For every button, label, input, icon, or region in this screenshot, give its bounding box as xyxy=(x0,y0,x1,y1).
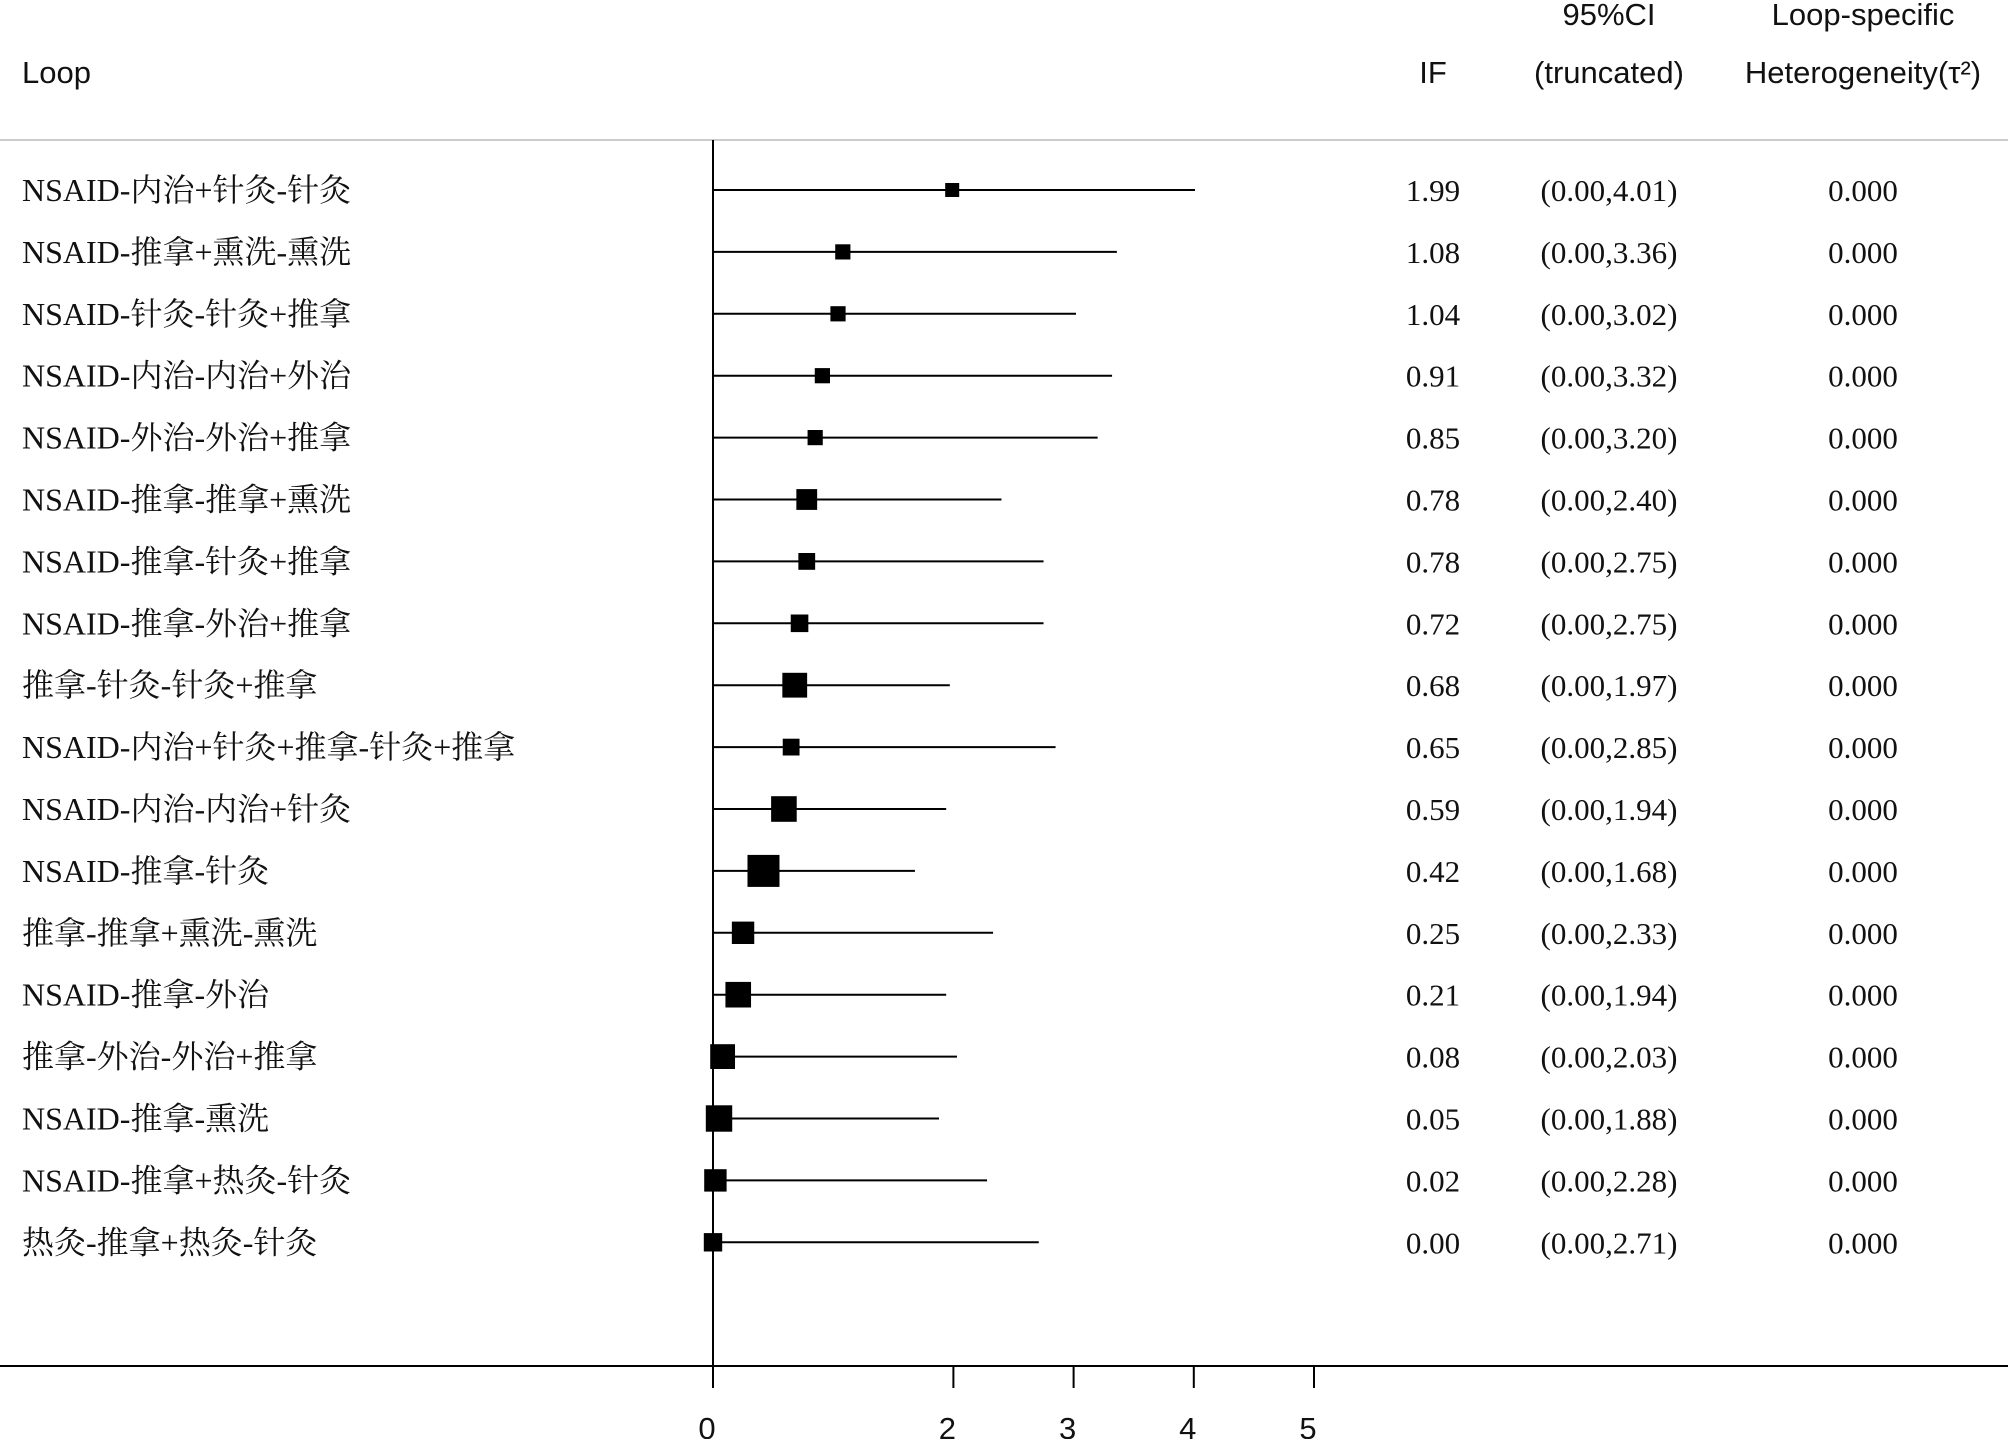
point-estimate-box xyxy=(796,489,817,510)
row-loop-label: 推拿-推拿+熏洗-熏洗 xyxy=(22,914,318,951)
row-loop-label: 热灸-推拿+热灸-针灸 xyxy=(22,1224,318,1261)
row-tau2-value: 0.000 xyxy=(1828,606,1898,642)
row-tau2-value: 0.000 xyxy=(1828,792,1898,827)
row-ci-value: (0.00,2.40) xyxy=(1540,482,1678,518)
row-loop-label: NSAID-推拿+熏洗-熏洗 xyxy=(22,233,352,270)
row-tau2-value: 0.000 xyxy=(1828,296,1898,332)
row-loop-label: NSAID-内治-内治+外治 xyxy=(22,357,352,394)
point-estimate-box xyxy=(815,368,830,383)
point-estimate-box xyxy=(830,306,845,321)
row-ci-value: (0.00,2.75) xyxy=(1540,606,1678,642)
forest-row xyxy=(22,420,1898,456)
forest-row xyxy=(22,605,1898,641)
row-if-value: 0.02 xyxy=(1405,1163,1461,1199)
row-ci-value: (0.00,1.94) xyxy=(1540,792,1678,827)
point-estimate-box xyxy=(732,922,754,944)
header-ci-line1: 95%CI xyxy=(1562,0,1656,32)
row-if-value: 0.72 xyxy=(1405,606,1461,642)
row-ci-value: (0.00,1.97) xyxy=(1540,668,1678,704)
row-if-value: 0.68 xyxy=(1405,668,1461,704)
row-ci-value: (0.00,2.03) xyxy=(1540,1039,1678,1075)
row-if-value: 0.00 xyxy=(1405,1225,1461,1261)
forest-row xyxy=(22,853,1898,889)
row-tau2-value: 0.000 xyxy=(1828,482,1898,518)
row-loop-label: NSAID-推拿-针灸+推拿 xyxy=(22,543,352,580)
row-loop-label: NSAID-外治-外治+推拿 xyxy=(22,419,352,456)
row-loop-label: NSAID-推拿-熏洗 xyxy=(22,1100,270,1137)
point-estimate-box xyxy=(782,673,807,698)
row-tau2-value: 0.000 xyxy=(1828,1039,1898,1075)
row-if-value: 0.78 xyxy=(1405,544,1461,580)
row-ci-value: (0.00,4.01) xyxy=(1540,173,1678,208)
row-tau2-value: 0.000 xyxy=(1828,234,1898,270)
rows-layer xyxy=(22,140,1898,1366)
row-if-value: 0.05 xyxy=(1405,1101,1461,1137)
forest-row xyxy=(22,729,1898,765)
row-loop-label: NSAID-推拿-外治 xyxy=(22,976,270,1013)
point-estimate-box xyxy=(783,739,800,756)
row-tau2-value: 0.000 xyxy=(1828,1225,1898,1261)
row-ci-value: (0.00,3.02) xyxy=(1540,296,1678,332)
row-loop-label: NSAID-推拿+热灸-针灸 xyxy=(22,1162,352,1199)
x-tick-label: 3 xyxy=(1058,1411,1077,1439)
row-if-value: 0.85 xyxy=(1405,420,1461,456)
row-ci-value: (0.00,2.85) xyxy=(1540,730,1678,766)
point-estimate-box xyxy=(771,796,797,822)
row-if-value: 0.78 xyxy=(1405,482,1461,518)
forest-row xyxy=(22,234,1898,270)
row-loop-label: NSAID-推拿-外治+推拿 xyxy=(22,605,352,642)
row-if-value: 1.99 xyxy=(1405,173,1461,208)
row-ci-value: (0.00,2.75) xyxy=(1540,544,1678,580)
header-loop: Loop xyxy=(22,55,91,90)
point-estimate-box xyxy=(725,982,751,1008)
forest-row xyxy=(22,296,1898,332)
forest-row xyxy=(22,977,1898,1013)
row-ci-value: (0.00,2.33) xyxy=(1540,915,1678,951)
row-loop-label: NSAID-针灸-针灸+推拿 xyxy=(22,295,352,332)
row-tau2-value: 0.000 xyxy=(1828,668,1898,704)
row-loop-label: NSAID-内治+针灸+推拿-针灸+推拿 xyxy=(22,729,516,766)
row-if-value: 0.21 xyxy=(1405,977,1461,1013)
row-tau2-value: 0.000 xyxy=(1828,544,1898,580)
forest-row xyxy=(22,543,1898,579)
row-tau2-value: 0.000 xyxy=(1828,1163,1898,1199)
row-if-value: 0.91 xyxy=(1405,358,1461,394)
row-tau2-value: 0.000 xyxy=(1828,420,1898,456)
x-tick-label: 4 xyxy=(1179,1411,1197,1439)
header-ci-line2: (truncated) xyxy=(1534,55,1684,90)
row-if-value: 1.08 xyxy=(1405,234,1461,270)
row-ci-value: (0.00,2.71) xyxy=(1540,1225,1678,1261)
row-tau2-value: 0.000 xyxy=(1828,853,1898,889)
row-if-value: 0.42 xyxy=(1405,853,1461,889)
row-if-value: 0.25 xyxy=(1405,915,1461,951)
header-het-line1: Loop-specific xyxy=(1771,0,1955,32)
header-if: IF xyxy=(1419,55,1447,90)
row-ci-value: (0.00,3.36) xyxy=(1540,234,1678,270)
row-ci-value: (0.00,3.20) xyxy=(1540,420,1678,456)
forest-row xyxy=(22,1101,1898,1137)
forest-row xyxy=(22,915,1898,951)
row-tau2-value: 0.000 xyxy=(1828,977,1898,1013)
point-estimate-box xyxy=(791,615,809,633)
point-estimate-box xyxy=(798,553,815,570)
x-tick-label: 5 xyxy=(1299,1411,1317,1439)
forest-row xyxy=(22,1039,1898,1075)
row-tau2-value: 0.000 xyxy=(1828,730,1898,766)
row-ci-value: (0.00,2.28) xyxy=(1540,1163,1678,1199)
forest-row xyxy=(22,791,1898,827)
forest-row xyxy=(22,482,1898,518)
row-ci-value: (0.00,1.68) xyxy=(1540,853,1678,889)
row-loop-label: NSAID-内治+针灸-针灸 xyxy=(22,172,352,208)
point-estimate-box xyxy=(747,855,779,887)
row-if-value: 1.04 xyxy=(1405,296,1461,332)
row-if-value: 0.65 xyxy=(1405,730,1461,766)
forest-row xyxy=(22,358,1898,394)
row-ci-value: (0.00,1.94) xyxy=(1540,977,1678,1013)
point-estimate-box xyxy=(835,244,850,259)
forest-row xyxy=(22,667,1898,703)
header-het-line2: Heterogeneity(τ²) xyxy=(1744,55,1982,90)
row-tau2-value: 0.000 xyxy=(1828,358,1898,394)
point-estimate-box xyxy=(706,1105,732,1131)
x-axis xyxy=(0,1366,2008,1439)
point-estimate-box xyxy=(945,183,959,197)
row-loop-label: 推拿-针灸-针灸+推拿 xyxy=(22,667,318,704)
row-loop-label: NSAID-推拿-推拿+熏洗 xyxy=(22,481,352,518)
point-estimate-box xyxy=(808,430,823,445)
row-loop-label: NSAID-推拿-针灸 xyxy=(22,852,270,889)
row-ci-value: (0.00,1.88) xyxy=(1540,1101,1678,1137)
forest-row xyxy=(22,172,1898,208)
row-if-value: 0.59 xyxy=(1405,792,1461,827)
row-tau2-value: 0.000 xyxy=(1828,915,1898,951)
row-tau2-value: 0.000 xyxy=(1828,173,1898,208)
row-if-value: 0.08 xyxy=(1405,1039,1461,1075)
forest-row xyxy=(22,1162,1898,1198)
point-estimate-box xyxy=(704,1169,726,1191)
row-loop-label: 推拿-外治-外治+推拿 xyxy=(22,1038,318,1075)
forest-row xyxy=(22,1224,1898,1260)
row-loop-label: NSAID-内治-内治+针灸 xyxy=(22,791,352,827)
row-ci-value: (0.00,3.32) xyxy=(1540,358,1678,394)
row-tau2-value: 0.000 xyxy=(1828,1101,1898,1137)
x-tick-label: 2 xyxy=(938,1411,957,1439)
x-tick-label: 0 xyxy=(698,1411,716,1439)
